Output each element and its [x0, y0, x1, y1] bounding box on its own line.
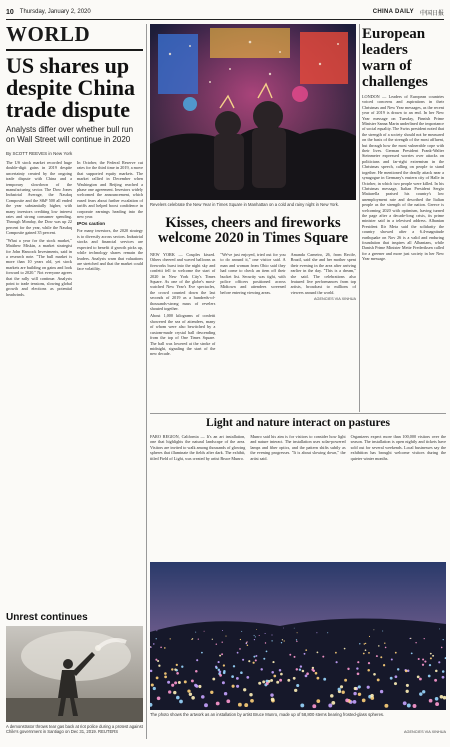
light-sphere [358, 685, 361, 688]
light-sphere [219, 674, 222, 677]
light-sphere [370, 694, 374, 698]
header-divider [6, 19, 444, 20]
light-sphere [317, 677, 320, 680]
column-divider [359, 24, 360, 412]
times-square-photo-caption: Revelers celebrate the New Year in Times Square in Manhattan on a cold and rainy night in New York. [150, 202, 340, 207]
light-sphere [246, 676, 249, 679]
light-sphere [378, 645, 380, 647]
light-sphere [192, 638, 193, 639]
light-sphere [357, 661, 359, 663]
light-sphere [248, 660, 250, 662]
light-sphere [406, 684, 409, 687]
light-sphere [362, 699, 366, 703]
light-sphere [258, 682, 261, 685]
light-sphere [365, 649, 367, 651]
light-sphere [167, 681, 170, 684]
light-sphere [171, 668, 173, 670]
light-sphere [271, 671, 274, 674]
times-square-credit: AGENCIES VIA XINHUA [313, 297, 356, 302]
light-sphere [150, 646, 152, 648]
light-sphere [215, 667, 217, 669]
times-square-paragraph: "We've just enjoyed, tried out for you to do around it," one visitor said. A man and woman from Ohio said they had come to check an item off their bucket list. Security was tight, with police officers positioned across Midtown and attendees screened before entering viewing areas. [220, 252, 286, 295]
light-sphere [347, 668, 349, 670]
light-sphere [179, 700, 183, 704]
light-sphere [157, 696, 161, 700]
light-sphere [254, 639, 255, 640]
light-sphere [364, 643, 365, 644]
light-sphere [283, 628, 284, 629]
light-sphere [198, 638, 199, 639]
lead-subhead: IPOs caution [77, 221, 106, 227]
light-sphere [240, 671, 243, 674]
light-sphere [174, 668, 176, 670]
light-sphere [270, 693, 273, 696]
light-sphere [151, 683, 154, 686]
light-sphere [236, 677, 239, 680]
europe-headline: European leaders warn of challenges [362, 26, 428, 90]
light-sphere [429, 664, 431, 666]
light-sphere [212, 678, 215, 681]
light-sphere [296, 684, 299, 687]
light-sphere [232, 685, 235, 688]
light-sphere [432, 655, 434, 657]
light-sphere [170, 638, 171, 639]
light-sphere [271, 640, 272, 641]
light-sphere [164, 672, 167, 675]
light-sphere [294, 628, 295, 629]
section-underline [6, 49, 143, 51]
light-sphere [198, 685, 201, 688]
light-sphere [253, 656, 255, 658]
light-sphere [157, 660, 159, 662]
light-sphere [242, 659, 244, 661]
light-sphere [189, 693, 192, 696]
unrest-caption: A demonstrator throws tear gas back at riot police during a protest against Chile's government in Santiago on Dec 31, 2019. REUTERS [6, 724, 143, 735]
light-sphere [178, 681, 181, 684]
light-sphere [270, 679, 273, 682]
light-sphere [281, 642, 282, 643]
light-sphere [236, 685, 239, 688]
light-sphere [391, 658, 393, 660]
light-sphere [354, 687, 357, 690]
light-sphere [171, 684, 174, 687]
light-sphere [390, 677, 393, 680]
light-sphere [204, 631, 205, 632]
light-sphere [373, 673, 376, 676]
light-sphere [297, 632, 298, 633]
light-sphere [429, 699, 433, 703]
light-sphere [153, 687, 156, 690]
light-sphere [174, 681, 177, 684]
light-sphere [284, 640, 285, 641]
lead-body-paragraph: For many investors, the 2020 strategy is to diversify across sectors. Industrial stocks and financial services are expected to benefit if growth picks up, while technology shares remain the leaders. Analysts warn that valuations are stretched and that the market could face volatility. [77, 228, 143, 272]
light-sphere [340, 685, 343, 688]
light-sphere [365, 643, 366, 644]
light-sphere [176, 664, 178, 666]
light-sphere [184, 680, 187, 683]
times-square-paragraph: Amanda Carneiro, 26, from Recife, Brazil, said she and her mother spent their evening in the area after arriving earlier in the day. "This is a dream," she said. The celebrations also featured live performances from top artists, broadcast to millions of viewers around the world. [290, 252, 356, 295]
light-sphere [237, 652, 239, 654]
field-of-light-credit: AGENCIES VIA XINHUA [404, 730, 446, 734]
light-sphere [440, 695, 444, 699]
lead-body-paragraph: In October, the Federal Reserve cut rates for the third time in 2019, a move that supported equity markets. The market rallied in December when Washington and Beijing reached a phase one agreement. Investors widely welcomed the announcement, which eased fears about further escalation of tariffs and helped boost confidence in corporate earnings heading into the new year. [77, 160, 143, 220]
light-sphere [435, 702, 439, 706]
light-sphere [158, 665, 160, 667]
light-sphere [153, 643, 154, 644]
times-square-illustration [150, 24, 356, 200]
light-sphere [331, 701, 335, 705]
light-sphere [317, 652, 319, 654]
light-sphere [287, 679, 290, 682]
light-sphere [422, 664, 424, 666]
light-sphere [260, 668, 262, 670]
light-sphere [419, 692, 422, 695]
light-sphere [376, 655, 378, 657]
light-sphere [353, 692, 356, 695]
light-sphere [276, 681, 279, 684]
light-sphere [305, 675, 308, 678]
lead-deck: Analysts differ over whether bull run on Wall Street will continue in 2020 [6, 125, 134, 144]
light-sphere [156, 677, 159, 680]
field-of-light-caption: The photo shows the artwork as an installation by artist Bruce Munro, made up of 58,800 stems bearing frosted-glass spheres. [150, 712, 385, 717]
column-divider [146, 24, 147, 739]
light-sphere [294, 656, 296, 658]
light-sphere [244, 703, 248, 707]
light-sphere [156, 638, 157, 639]
light-sphere [223, 664, 225, 666]
light-sphere [222, 681, 225, 684]
times-square-headline: Kisses, cheers and fireworks welcome 2020 in Times Square [157, 215, 349, 246]
light-sphere [296, 641, 297, 642]
light-sphere [424, 661, 426, 663]
light-sphere [405, 670, 408, 673]
light-sphere [439, 628, 440, 629]
light-sphere [384, 643, 385, 644]
light-sphere [322, 656, 324, 658]
light-sphere [335, 652, 337, 654]
light-sphere [373, 629, 374, 630]
page-number: 10 [6, 8, 14, 16]
light-sphere [201, 695, 205, 699]
light-sphere [201, 652, 203, 654]
times-square-paragraph: NEW YORK — Couples kissed. Others cheered and waved balloons as fireworks burst into the night sky and confetti fell to welcome the start of 2020 in New York City's Times Square. As one of the globe's most-watched New Year's Eve spectacles, the crowd counted down the last seconds of 2019 as a hundreds-of-thousands-strong mass of revelers shouted together. [150, 252, 216, 312]
light-sphere [382, 631, 383, 632]
light-sphere [256, 629, 257, 630]
light-sphere [342, 691, 345, 694]
light-sphere [262, 680, 265, 683]
lead-body-paragraph: "What a year for the stock market," Matthew Miskin, a market strategist for John Hancock Investments, said in a research note. "The bull market is more than 10 years old, yet stock markets are building on gains and look forward to 2020." Not everyone agrees that the rally will continue. Analysts point to trade tensions, slowing global growth and elections as potential headwinds. [6, 237, 72, 297]
lead-headline: US shares up despite China trade dispute [6, 53, 135, 122]
light-sphere [415, 642, 416, 643]
light-sphere [219, 655, 221, 657]
lead-byline: By SCOTT REEVES in New York [6, 151, 73, 156]
light-sphere [222, 630, 223, 631]
light-sphere [299, 668, 301, 670]
light-sphere [279, 669, 282, 672]
light-sphere [266, 651, 268, 653]
light-sphere [430, 657, 432, 659]
light-sphere [259, 635, 260, 636]
light-sphere [358, 693, 361, 696]
light-sphere [315, 672, 318, 675]
light-sphere [312, 704, 316, 708]
light-sphere [356, 667, 358, 669]
protest-scene-illustration [6, 626, 143, 722]
light-sphere [164, 676, 167, 679]
lead-body-paragraph: The US stock market recorded huge double-digit gains in 2019 despite uncertainty created by the ongoing trade dispute with China and a temporary slowdown of the manufacturing sector. The Dow Jones Industrial Average, the Nasdaq Composite and the S&P 500 all ended the year substantially higher, with many investors crediting low interest rates and strong consumer spending. Through Monday, the Dow was up 22 percent for the year, while the Nasdaq Composite gained 35 percent. [6, 160, 72, 236]
unrest-photo [6, 626, 143, 722]
light-sphere [204, 703, 208, 707]
light-sphere [369, 636, 370, 637]
light-nature-body-columns [150, 434, 446, 558]
light-sphere [304, 653, 306, 655]
lead-body-columns [6, 160, 143, 297]
light-sphere [249, 693, 252, 696]
field-of-light-illustration [150, 562, 446, 710]
light-sphere [410, 638, 411, 639]
light-sphere [210, 691, 213, 694]
light-sphere [195, 670, 198, 673]
light-sphere [353, 700, 357, 704]
light-sphere [345, 699, 349, 703]
light-sphere [344, 648, 346, 650]
light-sphere [338, 688, 341, 691]
light-sphere [265, 633, 266, 634]
light-sphere [442, 676, 445, 679]
unrest-story [6, 612, 143, 735]
light-sphere [195, 632, 196, 633]
light-sphere [359, 643, 360, 644]
light-sphere [266, 682, 269, 685]
light-sphere [344, 679, 347, 682]
story-divider [150, 413, 446, 414]
times-square-body-columns [150, 252, 356, 412]
light-sphere [238, 703, 242, 707]
light-sphere [223, 670, 226, 673]
issue-date: Thursday, January 2, 2020 [19, 9, 91, 15]
field-of-light-photo [150, 562, 446, 710]
light-sphere [279, 679, 282, 682]
light-sphere [254, 635, 255, 636]
light-sphere [219, 671, 222, 674]
light-sphere [246, 641, 247, 642]
light-sphere [336, 661, 338, 663]
light-sphere [302, 670, 305, 673]
light-sphere [273, 675, 276, 678]
light-sphere [272, 661, 274, 663]
light-sphere [441, 647, 443, 649]
light-sphere [240, 639, 241, 640]
light-sphere [156, 630, 157, 631]
page-header-bar [6, 6, 444, 18]
light-sphere [271, 634, 272, 635]
light-sphere [271, 698, 275, 702]
light-sphere [305, 649, 307, 651]
light-nature-paragraph: Munro said his aim is for visitors to consider how light and nature interact. The installation uses solar-powered lamps and fiber optics, and the pattern shifts subtly as the evening progresses. "It is about slowing down," the artist said. [250, 434, 346, 461]
light-sphere [246, 643, 247, 644]
light-sphere [328, 704, 332, 708]
light-sphere [221, 653, 223, 655]
light-sphere [430, 653, 432, 655]
light-sphere [250, 699, 254, 703]
light-sphere [438, 661, 440, 663]
light-sphere [187, 689, 190, 692]
light-sphere [194, 684, 197, 687]
europe-story [362, 26, 444, 262]
light-sphere [196, 659, 198, 661]
light-sphere [280, 673, 283, 676]
light-sphere [311, 668, 313, 670]
light-sphere [181, 666, 183, 668]
light-sphere [368, 662, 370, 664]
light-sphere [422, 658, 424, 660]
light-sphere [255, 636, 256, 637]
light-sphere [155, 659, 157, 661]
light-sphere [323, 678, 326, 681]
light-sphere [282, 639, 283, 640]
light-sphere [327, 632, 328, 633]
light-sphere [265, 642, 266, 643]
light-sphere [224, 692, 227, 695]
light-sphere [212, 639, 213, 640]
light-sphere [377, 678, 380, 681]
light-sphere [263, 658, 265, 660]
light-sphere [253, 662, 255, 664]
light-sphere [168, 690, 171, 693]
light-sphere [422, 690, 425, 693]
light-sphere [164, 647, 166, 649]
light-sphere [367, 669, 370, 672]
light-sphere [384, 704, 388, 708]
light-sphere [231, 675, 234, 678]
light-sphere [428, 675, 431, 678]
light-sphere [434, 679, 437, 682]
light-sphere [418, 658, 420, 660]
light-sphere [413, 704, 417, 708]
light-sphere [191, 679, 194, 682]
light-sphere [316, 699, 320, 703]
lead-story [6, 52, 143, 297]
light-sphere [419, 678, 422, 681]
light-sphere [407, 704, 411, 708]
light-sphere [367, 686, 370, 689]
light-sphere [233, 665, 235, 667]
times-square-paragraph: About 1,000 kilograms of confetti showered the sea of attendees, many of whom were also bewitched by a custom-made crystal ball descending from the top of One Times Square. The ball was lowered at the stroke of midnight, signaling the start of the new decade. [150, 313, 216, 357]
light-sphere [173, 691, 176, 694]
light-sphere [255, 659, 257, 661]
light-sphere [424, 638, 425, 639]
light-sphere [394, 682, 397, 685]
light-sphere [296, 668, 298, 670]
light-sphere [395, 652, 397, 654]
light-nature-paragraph: Organizers expect more than 100,000 visitors over the season. The installation is open nightly and tickets have sold out for several weekends. Local businesses say the exhibition has brought welcome visitors during the quieter winter months. [350, 434, 446, 461]
light-sphere [411, 652, 413, 654]
light-sphere [222, 642, 223, 643]
light-sphere [160, 647, 162, 649]
light-sphere [226, 699, 230, 703]
light-sphere [380, 656, 382, 658]
light-nature-paragraph: FARO REGION, California — It's an art installation, one that highlights the natural landscape of the area. Visitors are invited to walk among thousands of glowing spheres that illuminate the fields after dark. The exhibit, titled Field of Light, was created by artist Bruce Munro. [150, 434, 246, 461]
light-sphere [247, 645, 249, 647]
light-sphere [316, 632, 317, 633]
light-sphere [357, 672, 360, 675]
light-sphere [383, 664, 385, 666]
light-sphere [218, 661, 220, 663]
light-sphere [296, 639, 297, 640]
unrest-headline: Unrest continues [6, 612, 88, 623]
light-sphere [443, 639, 444, 640]
light-sphere [176, 696, 180, 700]
light-sphere [442, 670, 445, 673]
light-sphere [289, 654, 291, 656]
light-nature-headline: Light and nature interact on pastures [206, 417, 390, 429]
light-sphere [385, 647, 387, 649]
light-sphere [380, 690, 383, 693]
light-sphere [300, 665, 302, 667]
light-sphere [403, 701, 407, 705]
light-sphere [330, 694, 334, 698]
light-sphere [239, 648, 241, 650]
light-sphere [216, 643, 217, 644]
section-title: WORLD [6, 22, 91, 46]
light-sphere [241, 631, 242, 632]
light-sphere [406, 690, 409, 693]
light-sphere [417, 676, 420, 679]
light-sphere [435, 697, 439, 701]
light-sphere [294, 689, 297, 692]
light-sphere [368, 652, 370, 654]
light-sphere [300, 703, 304, 707]
light-sphere [397, 668, 399, 670]
light-sphere [176, 672, 179, 675]
light-sphere [225, 636, 226, 637]
light-sphere [191, 696, 195, 700]
times-square-photo [150, 24, 356, 200]
light-sphere [395, 675, 398, 678]
europe-body: LONDON — Leaders of European countries voiced concerns and aspirations in their Christmas and New Year messages, as the recent year of 2019 is drawn to an end. In her New Year message on Tuesday, Finnish Prime Minister Sanna Marin underlined the importance of social equality. The Swiss president noted that the strength of a society should not be measured on the basis of the strength of the most affluent, but through how the most vulnerable cope with their lives. German President Frank-Walter Steinmeier expressed worries over attacks on politicians and far-right extremism in the Christmas speech, calling on people to stand together. He mentioned the deadly attack near a synagogue in Germany's eastern city of Halle in October, in which two people were killed. In his Christmas message, Italian President Sergio Mattarella praised his country's low unemployment rate and described the Italian people as the strength of the nation. Greece is welcoming 2020 with optimism, having turned the page after a decade-long crisis, its prime minister said in a televised address. Albanian President Ilir Meta said the solidarity the country showed after a 6.4-magnitude earthquake on Nov 26 is a valid and enduring foundation that inspires all Albanians, while Danish Prime Minister Mette Frederiksen called for a greener and more just society in her New Year message. [362, 94, 444, 262]
light-sphere [293, 677, 296, 680]
brand-name: CHINA DAILY [372, 9, 414, 15]
light-sphere [255, 655, 257, 657]
light-sphere [363, 653, 365, 655]
light-sphere [435, 670, 438, 673]
light-sphere [306, 672, 309, 675]
light-sphere [243, 688, 246, 691]
brand-chinese: 中国日报 [419, 10, 444, 17]
light-sphere [216, 702, 220, 706]
